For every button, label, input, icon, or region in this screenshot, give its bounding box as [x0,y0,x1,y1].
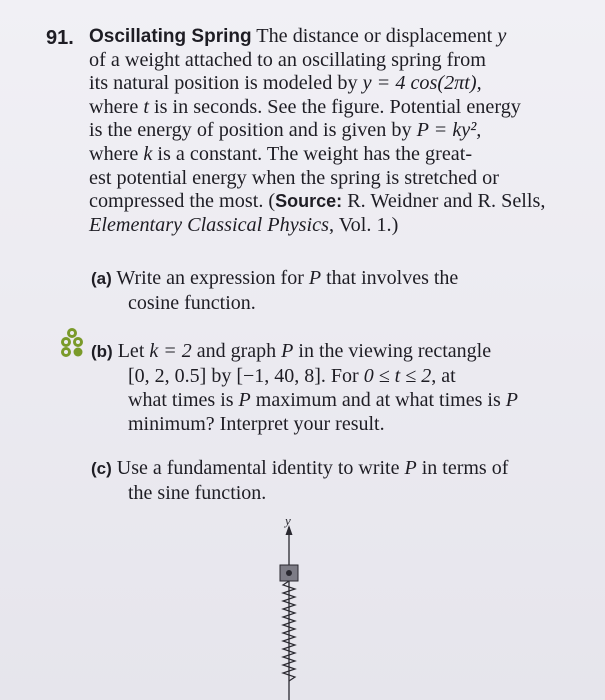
source-label: Source: [275,191,343,212]
problem-number: 91. [46,27,74,49]
statement-line-1: Oscillating Spring The distance or displacement y [89,25,507,47]
problem-title: Oscillating Spring [89,26,252,47]
part-a: (a) Write an expression for P that involves the cosine function. [91,267,459,314]
part-a-label: (a) [91,269,112,288]
part-c: (c) Use a fundamental identity to write P in terms of the sine function. [91,457,509,504]
statement-line-5: is the energy of position and is given by P = ky², [89,119,482,142]
equation-p: P = ky², [416,119,482,142]
figure-axis-arrow [286,525,293,535]
part-c-label: (c) [91,459,112,478]
part-b-label: (b) [91,342,113,361]
statement-line-4: where t is in seconds. See the figure. Potential energy [89,95,521,118]
statement-line-7: est potential energy when the spring is stretched or [89,166,499,189]
statement-line-9: Elementary Classical Physics, Vol. 1.) [89,213,399,236]
statement-line-2: of a weight attached to an oscillating spring from [89,48,486,71]
problem-statement [89,25,569,237]
statement-line-8: compressed the most. (Source: R. Weidner and R. Sells, [89,190,546,213]
graphing-calculator-icon [58,327,88,359]
source-book-title: Elementary Classical Physics [89,213,329,236]
part-b: (b) Let k = 2 and graph P in the viewing rectangle [0, 2, 0.5] by [−1, 40, 8]. For 0 ≤ t ≤ 2, at what times is P maximum and at what times is P minimum? Interpret your result. [91,340,518,435]
equation-y: y = 4 cos(2πt), [362,72,482,95]
statement-line-3: its natural position is modeled by y = 4 cos(2πt), [89,72,482,95]
statement-line-6: where k is a constant. The weight has the great- [89,142,473,165]
figure-axis-label: y [285,513,291,528]
spring-figure [262,515,322,700]
